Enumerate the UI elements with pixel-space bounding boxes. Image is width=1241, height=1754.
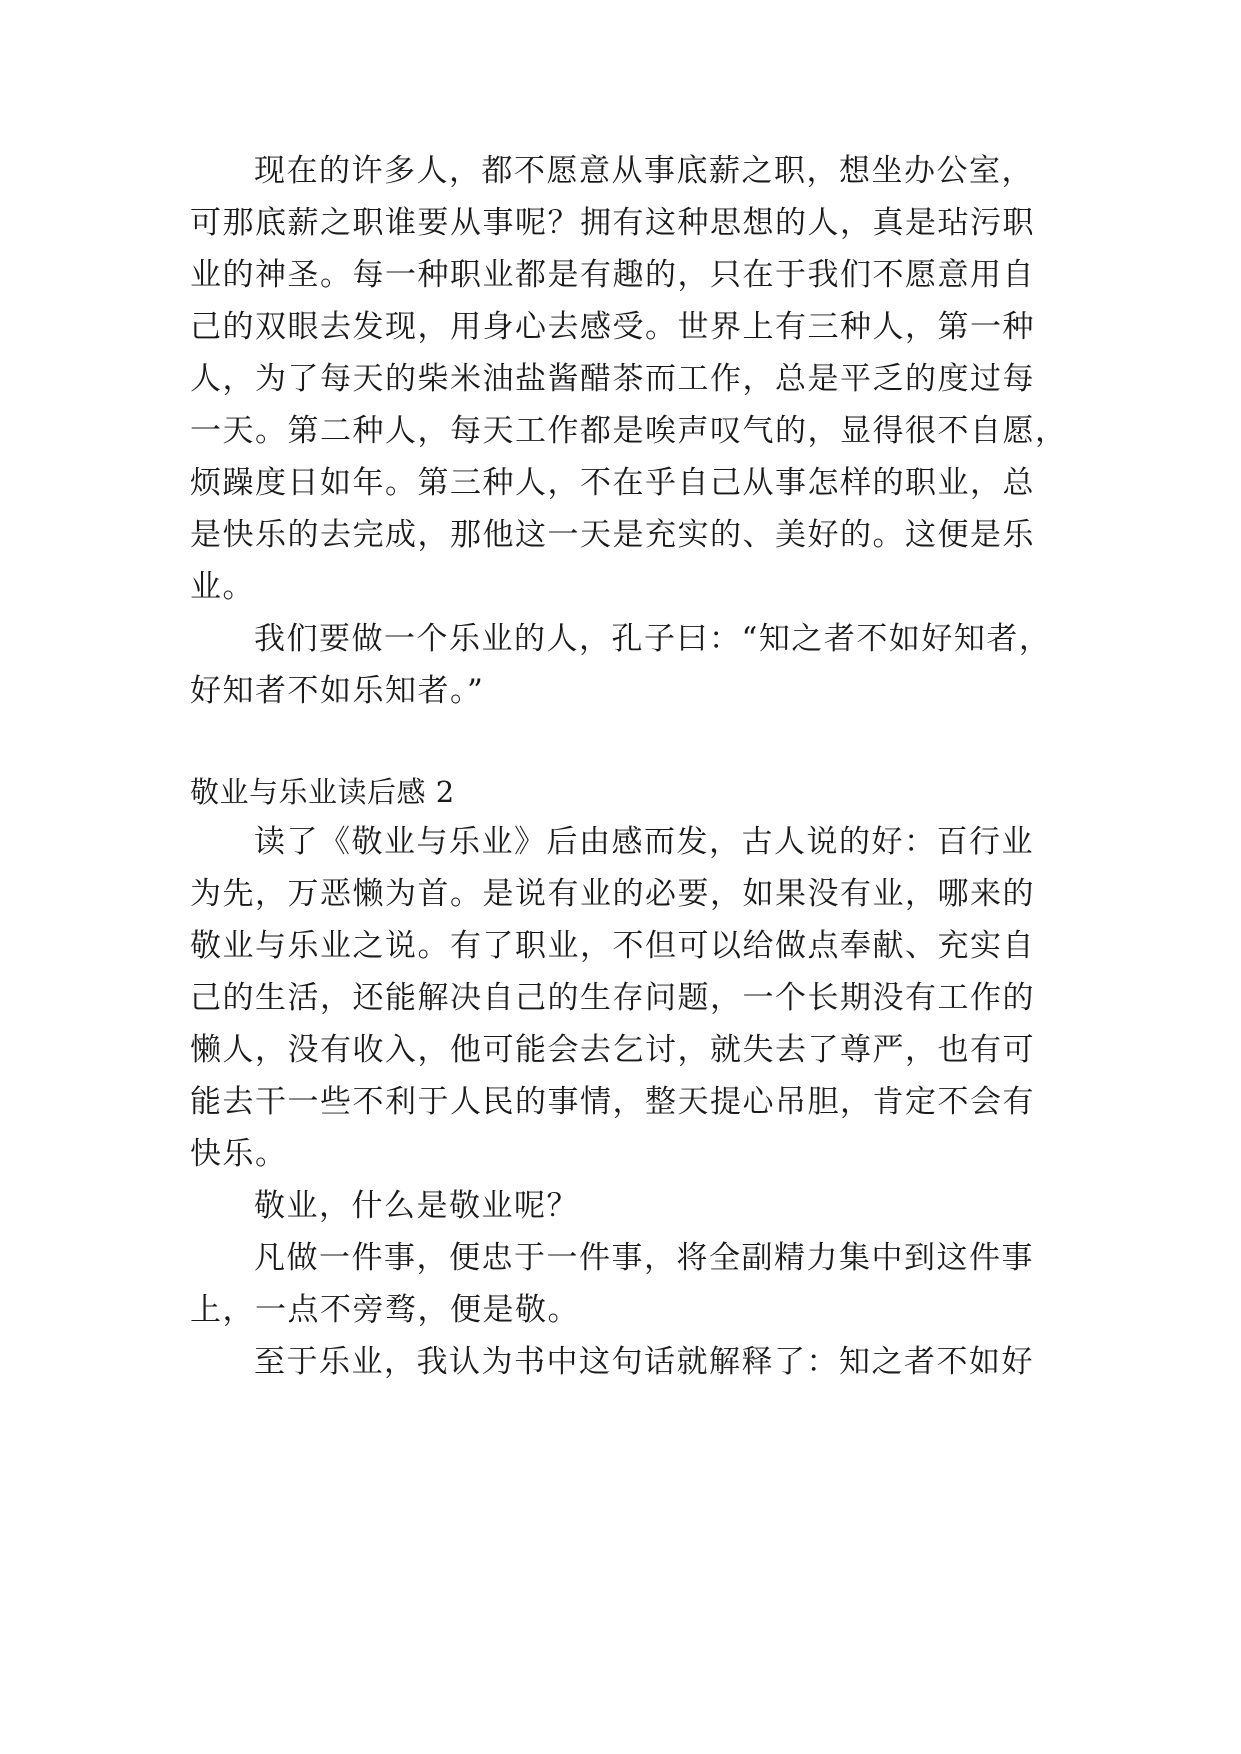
text-line: 懒人，没有收入，他可能会去乞讨，就失去了尊严，也有可 [190, 1032, 1035, 1068]
text-line: 一天。第二种人，每天工作都是唉声叹气的，显得很不自愿， [190, 413, 1068, 449]
text-line: 人，为了每天的柴米油盐酱醋茶而工作，总是平乏的度过每 [190, 361, 1035, 397]
text-line: 凡做一件事，便忠于一件事，将全副精力集中到这件事 [254, 1240, 1034, 1276]
text-line: 至于乐业，我认为书中这句话就解释了：知之者不如好 [254, 1344, 1034, 1380]
section-heading: 敬业与乐业读后感 2 [190, 775, 455, 809]
text-line: 是快乐的去完成，那他这一天是充实的、美好的。这便是乐 [190, 517, 1035, 553]
text-line: 敬业与乐业之说。有了职业，不但可以给做点奉献、充实自 [190, 928, 1035, 964]
text-line: 可那底薪之职谁要从事呢？拥有这种思想的人，真是玷污职 [190, 205, 1035, 241]
text-line: 快乐。 [190, 1136, 288, 1172]
text-line: 能去干一些不利于人民的事情，整天提心吊胆，肯定不会有 [190, 1084, 1035, 1120]
text-line: 现在的许多人，都不愿意从事底薪之职，想坐办公室， [254, 153, 1034, 189]
text-line: 己的生活，还能解决自己的生存问题，一个长期没有工作的 [190, 980, 1035, 1016]
text-line: 为先，万恶懒为首。是说有业的必要，如果没有业，哪来的 [190, 876, 1035, 912]
text-line: 敬业，什么是敬业呢？ [254, 1188, 579, 1224]
text-line: 我们要做一个乐业的人，孔子曰：“知之者不如好知者， [254, 621, 1052, 657]
text-line: 读了《敬业与乐业》后由感而发，古人说的好：百行业 [254, 824, 1034, 860]
text-line: 上，一点不旁骛，便是敬。 [190, 1292, 580, 1328]
text-line: 业。 [190, 569, 255, 605]
text-line: 好知者不如乐知者。” [190, 673, 485, 709]
text-line: 业的神圣。每一种职业都是有趣的，只在于我们不愿意用自 [190, 257, 1035, 293]
text-line: 己的双眼去发现，用身心去感受。世界上有三种人，第一种 [190, 309, 1035, 345]
text-line: 烦躁度日如年。第三种人，不在乎自己从事怎样的职业，总 [190, 465, 1035, 501]
